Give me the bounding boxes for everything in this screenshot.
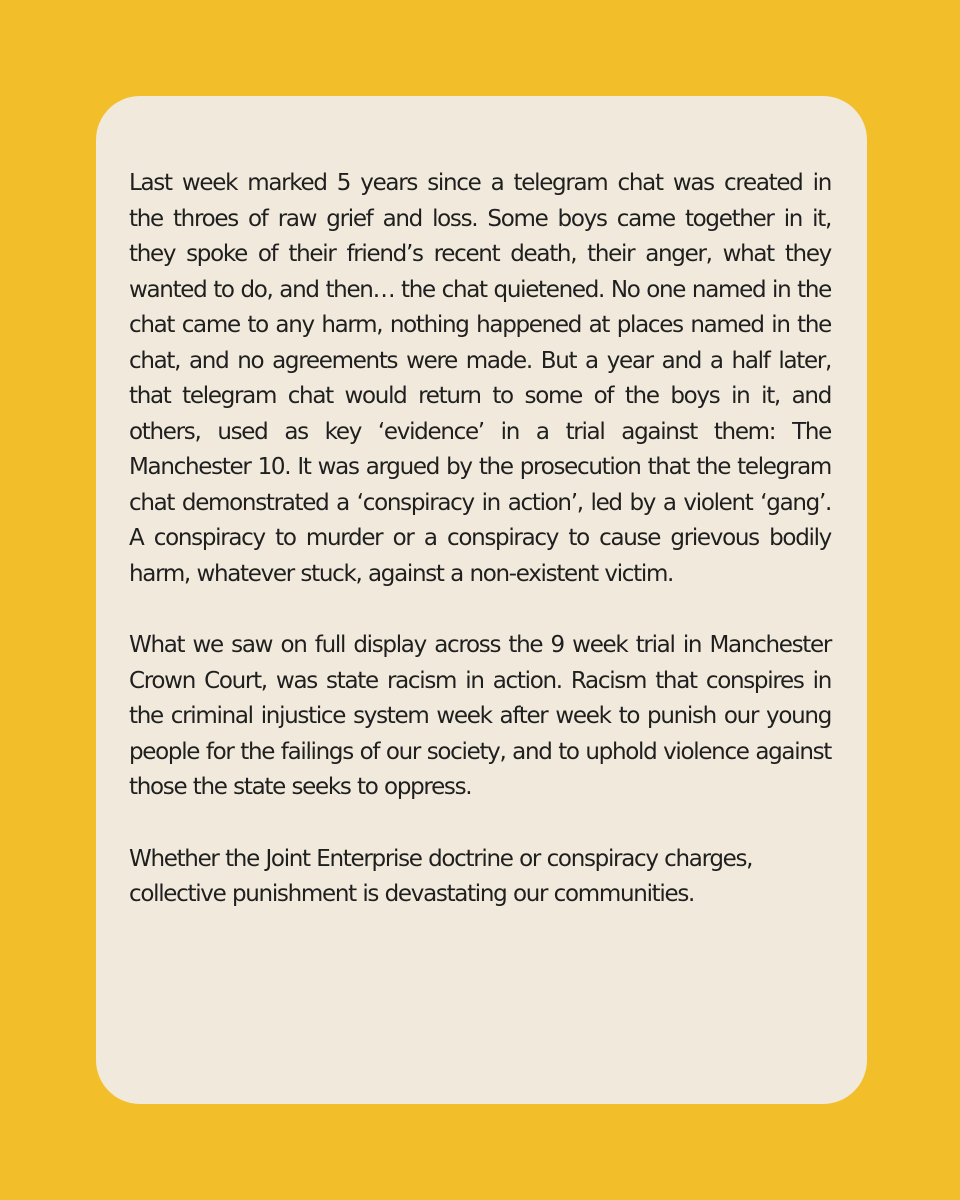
text-card [96, 96, 867, 1104]
paragraph-telegram-chat: Last week marked 5 years since a telegram chat was created in the throes of raw grief and loss. Some boys came together in it, they spoke of their friend’s recent death, their anger, what they wanted to do, and then… the chat quietened. No one named in the chat came to any harm, nothing happened at places named in the chat, and no agreements were made. But a year and a half later, that telegram chat would return to some of the boys in it, and others, used as key ‘evidence’ in a trial against them: The Manchester 10. It was argued by the prosecution that the telegram chat demonstrated a ‘conspiracy in action’, led by a violent ‘gang’. A conspiracy to murder or a conspiracy to cause grievous bodily harm, whatever stuck, against a non-existent victim. [129, 170, 831, 587]
paragraph-spacer [129, 592, 831, 628]
paragraph-collective-punishment: Whether the Joint Enterprise doctrine or conspiracy charges, collective punishment is devastating our communities. [129, 845, 753, 907]
paragraph-spacer [129, 806, 831, 842]
paragraph-state-racism: What we saw on full display across the 9 week trial in Manchester Crown Court, was state racism in action. Racism that conspires in the criminal injustice system week after week to punish our young people for the failings of our society, and to uphold violence against those the state seeks to oppress. [129, 632, 831, 800]
